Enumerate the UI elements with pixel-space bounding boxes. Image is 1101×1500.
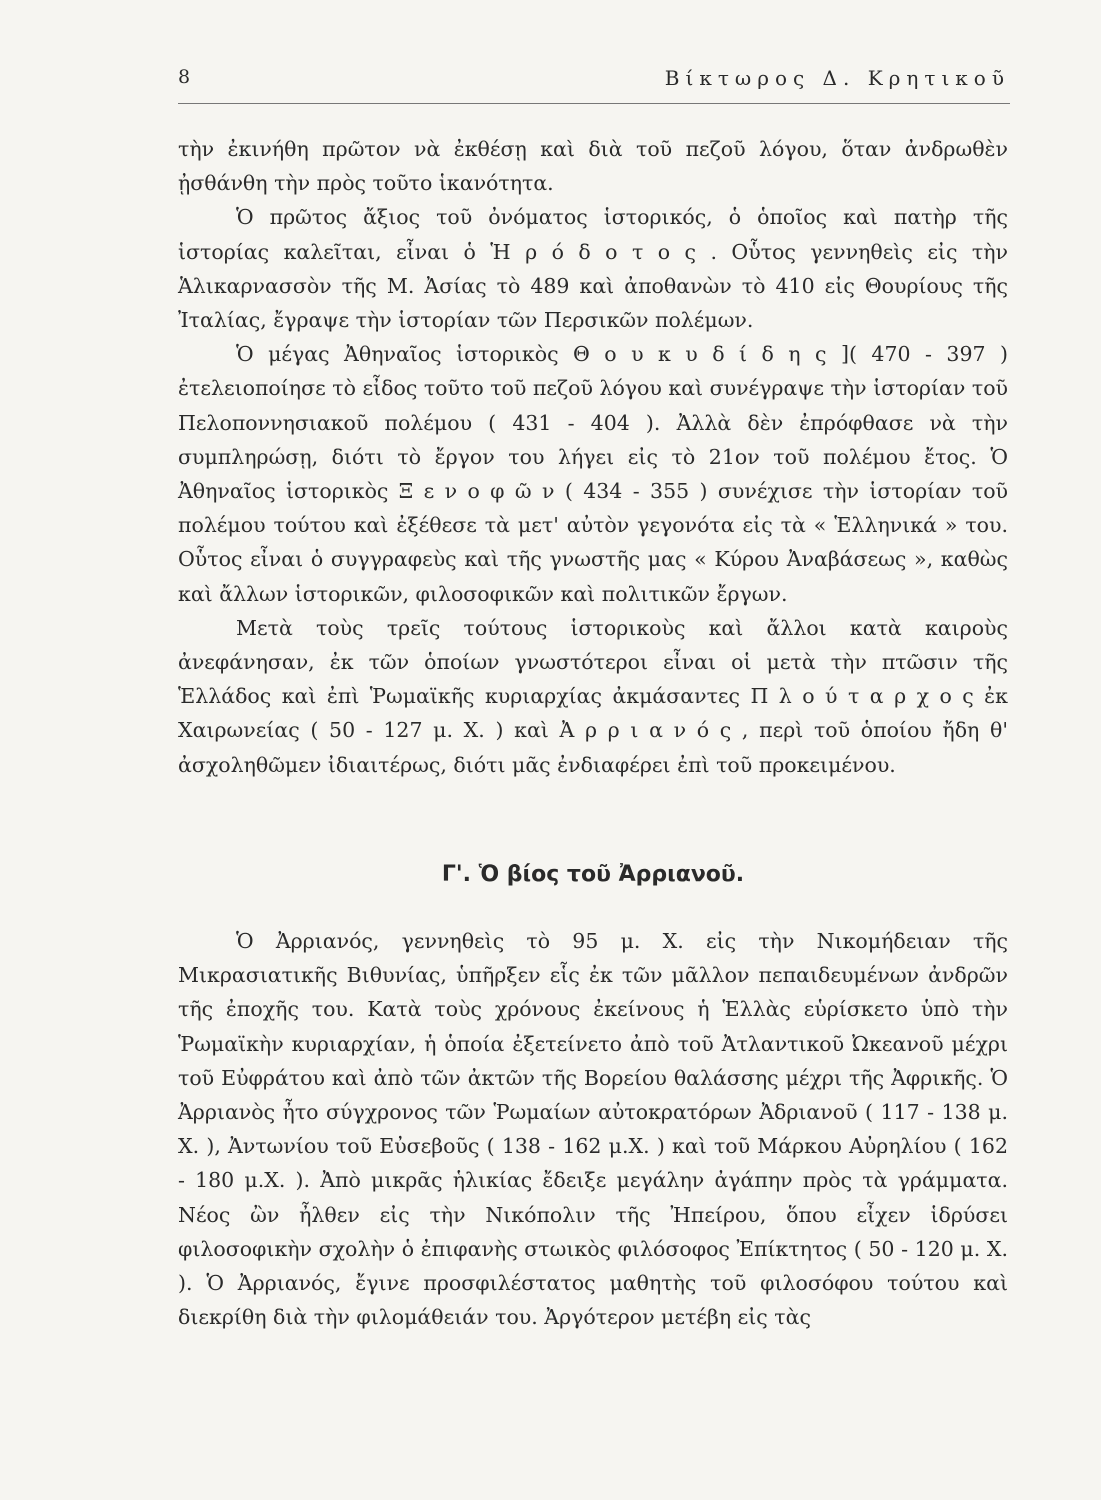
body-text-section	[178, 924, 1008, 1334]
header-rule	[178, 103, 1010, 104]
section-heading: Γ'. Ὁ βίος τοῦ Ἀρριανοῦ.	[441, 862, 745, 887]
body-text	[178, 132, 1008, 782]
paragraph: Ὁ Ἀρριανός, γεννηθεὶς τὸ 95 μ. Χ. εἰς τὴν Νικομήδειαν τῆς Μικρασιατικῆς Βιθυνίας, ὑπῆρξεν εἷς ἐκ τῶν μᾶλλον πεπαιδευμένων ἀνδρῶν τῆς ἐποχῆς του. Κατὰ τοὺς χρόνους ἐκείνους ἡ Ἑλλὰς εὑρίσκετο ὑπὸ τὴν Ῥωμαϊκὴν κυριαρχίαν, ἡ ὁποία ἐξετείνετο ἀπὸ τοῦ Ἀτλαντικοῦ Ὠκεανοῦ μέχρι τοῦ Εὐφράτου καὶ ἀπὸ τῶν ἀκτῶν τῆς Βορείου θαλάσσης μέχρι τῆς Ἀφρικῆς. Ὁ Ἀρριανὸς ἦτο σύγχρονος τῶν Ῥωμαίων αὐτοκρατόρων Ἀδριανοῦ ( 117 - 138 μ. Χ. ), Ἀντωνίου τοῦ Εὐσεβοῦς ( 138 - 162 μ.Χ. ) καὶ τοῦ Μάρκου Αὐρηλίου ( 162 - 180 μ.Χ. ). Ἀπὸ μικρᾶς ἡλικίας ἔδειξε μεγάλην ἀγάπην πρὸς τὰ γράμματα. Νέος ὢν ἦλθεν εἰς τὴν Νικόπολιν τῆς Ἠπείρου, ὅπου εἶχεν ἱδρύσει φιλοσοφικὴν σχολὴν ὁ ἐπιφανὴς στωικὸς φιλόσοφος Ἐπίκτητος ( 50 - 120 μ. Χ. ). Ὁ Ἀρριανός, ἔγινε προσφιλέστατος μαθητὴς τοῦ φιλοσόφου τούτου καὶ διεκρίθη διὰ τὴν φιλομάθειάν του. Ἀργότερον μετέβη εἰς τὰς	[178, 929, 1008, 1330]
paragraph: Ὁ μέγας Ἀθηναῖος ἱστορικὸς Θ ο υ κ υ δ ί δ η ς ]( 470 - 397 ) ἐτελειοποίησε τὸ εἶδος τοῦτο τοῦ πεζοῦ λόγου καὶ συνέγραψε τὴν ἱστορίαν τοῦ Πελοποννησιακοῦ πολέμου ( 431 - 404 ). Ἀλλὰ δὲν ἐπρόφθασε νὰ τὴν συμπληρώσῃ, διότι τὸ ἔργον του λήγει εἰς τὸ 21ον τοῦ πολέμου ἔτος. Ὁ Ἀθηναῖος ἱστορικὸς Ξ ε ν ο φ ῶ ν ( 434 - 355 ) συνέχισε τὴν ἱστορίαν τοῦ πολέμου τούτου καὶ ἐξέθεσε τὰ μετ' αὐτὸν γεγονότα εἰς τὰ « Ἑλληνικά » του. Οὗτος εἶναι ὁ συγγραφεὺς καὶ τῆς γνωστῆς μας « Κύρου Ἀναβάσεως », καθὼς καὶ ἄλλων ἱστορικῶν, φιλοσοφικῶν καὶ πολιτικῶν ἔργων.	[178, 342, 1008, 606]
page-number: 8	[178, 66, 191, 88]
paragraph: τὴν ἐκινήθη πρῶτον νὰ ἐκθέσῃ καὶ διὰ τοῦ πεζοῦ λόγου, ὅταν ἀνδρωθὲν ᾐσθάνθη τὴν πρὸς τοῦτο ἱκανότητα.	[178, 137, 1008, 196]
paragraph: Μετὰ τοὺς τρεῖς τούτους ἱστορικοὺς καὶ ἄλλοι κατὰ καιροὺς ἀνεφάνησαν, ἐκ τῶν ὁποίων γνωστότεροι εἶναι οἱ μετὰ τὴν πτῶσιν τῆς Ἑλλάδος καὶ ἐπὶ Ῥωμαϊκῆς κυριαρχίας ἀκμάσαντες Π λ ο ύ τ α ρ χ ο ς ἐκ Χαιρωνείας ( 50 - 127 μ. Χ. ) καὶ Ἀ ρ ρ ι α ν ό ς , περὶ τοῦ ὁποίου ἤδη θ' ἀσχοληθῶμεν ἰδιαιτέρως, διότι μᾶς ἐνδιαφέρει ἐπὶ τοῦ προκειμένου.	[178, 615, 1008, 777]
running-head: Βίκτωρος Δ. Κρητικοῦ	[664, 66, 1010, 90]
paragraph: Ὁ πρῶτος ἄξιος τοῦ ὀνόματος ἱστορικός, ὁ ὁποῖος καὶ πατὴρ τῆς ἱστορίας καλεῖται, εἶναι ὁ Ἡ ρ ό δ ο τ ο ς . Οὗτος γεννηθεὶς εἰς τὴν Ἁλικαρνασσὸν τῆς Μ. Ἀσίας τὸ 489 καὶ ἀποθανὼν τὸ 410 εἰς Θουρίους τῆς Ἰταλίας, ἔγραψε τὴν ἱστορίαν τῶν Περσικῶν πολέμων.	[178, 205, 1008, 333]
page-header	[178, 66, 1010, 96]
